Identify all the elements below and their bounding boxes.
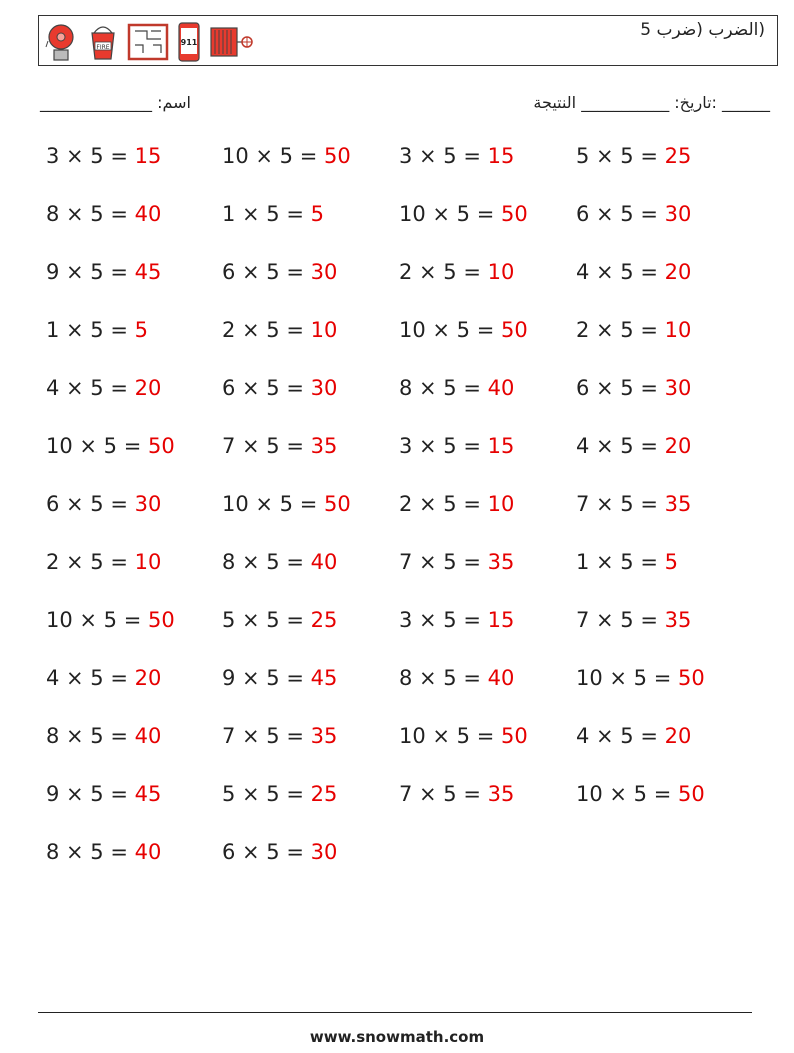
problem-answer: 40 [487, 376, 515, 400]
problem-expression: 5 × 5 = [576, 144, 665, 168]
problem-expression: 4 × 5 = [46, 376, 135, 400]
problem-expression: 8 × 5 = [46, 724, 135, 748]
problem-item [576, 434, 691, 458]
problem-answer: 35 [310, 434, 338, 458]
problem-expression: 8 × 5 = [222, 550, 311, 574]
problem-answer: 10 [134, 550, 162, 574]
problem-item [222, 434, 337, 458]
problem-item [576, 724, 691, 748]
problem-row [46, 318, 766, 376]
problem-item [576, 550, 678, 574]
problem-item [46, 666, 161, 690]
problem-item [576, 492, 691, 516]
problem-expression: 10 × 5 = [576, 782, 678, 806]
problem-answer: 50 [323, 492, 351, 516]
footer-url: www.snowmath.com [309, 1028, 485, 1046]
problem-answer: 15 [487, 144, 515, 168]
problem-answer: 30 [310, 376, 338, 400]
problem-item [222, 260, 337, 284]
problem-row [46, 144, 766, 202]
problem-answer: 35 [487, 782, 515, 806]
problem-expression: 8 × 5 = [399, 376, 488, 400]
problem-answer: 10 [664, 318, 692, 342]
problem-expression: 7 × 5 = [222, 724, 311, 748]
problem-expression: 6 × 5 = [576, 376, 665, 400]
problem-item [46, 318, 148, 342]
problem-answer: 15 [487, 608, 515, 632]
worksheet-header [38, 15, 778, 66]
problem-answer: 35 [664, 608, 692, 632]
problem-expression: 10 × 5 = [46, 608, 148, 632]
problem-answer: 40 [487, 666, 515, 690]
problem-expression: 7 × 5 = [399, 550, 488, 574]
problem-item [399, 376, 514, 400]
problem-expression: 6 × 5 = [576, 202, 665, 226]
problem-answer: 20 [134, 376, 162, 400]
problem-item [222, 318, 337, 342]
problem-expression: 6 × 5 = [222, 260, 311, 284]
svg-text:FIRE: FIRE [96, 44, 110, 51]
problem-answer: 45 [310, 666, 338, 690]
problem-answer: 50 [500, 724, 528, 748]
name-field-label: اسم: ______________ [40, 93, 191, 112]
problem-expression: 3 × 5 = [399, 608, 488, 632]
problem-answer: 5 [310, 202, 324, 226]
problem-expression: 6 × 5 = [222, 840, 311, 864]
problem-item [399, 144, 514, 168]
problem-expression: 6 × 5 = [46, 492, 135, 516]
problem-expression: 7 × 5 = [399, 782, 488, 806]
problem-row [46, 260, 766, 318]
problem-answer: 30 [310, 840, 338, 864]
problem-answer: 40 [134, 724, 162, 748]
problem-expression: 2 × 5 = [222, 318, 311, 342]
problem-expression: 9 × 5 = [46, 260, 135, 284]
problem-answer: 20 [664, 724, 692, 748]
problem-item [399, 666, 514, 690]
problem-grid [46, 144, 766, 898]
problem-answer: 50 [147, 608, 175, 632]
problem-item [399, 608, 514, 632]
problem-expression: 2 × 5 = [46, 550, 135, 574]
problem-item [46, 782, 161, 806]
problem-item [399, 550, 514, 574]
problem-item [399, 260, 514, 284]
problem-item [576, 666, 705, 690]
problem-expression: 1 × 5 = [222, 202, 311, 226]
problem-expression: 2 × 5 = [399, 492, 488, 516]
problem-item [46, 260, 161, 284]
problem-item [222, 202, 324, 226]
problem-row [46, 376, 766, 434]
problem-item [222, 376, 337, 400]
problem-answer: 5 [134, 318, 148, 342]
worksheet-title: (الضرب (ضرب 5 [640, 20, 765, 40]
problem-expression: 10 × 5 = [399, 318, 501, 342]
problem-expression: 5 × 5 = [222, 608, 311, 632]
problem-item [576, 782, 705, 806]
header-icons [43, 20, 255, 64]
fire-hose-reel-icon [209, 20, 255, 64]
problem-answer: 50 [677, 782, 705, 806]
problem-expression: 10 × 5 = [222, 492, 324, 516]
problem-answer: 25 [664, 144, 692, 168]
problem-expression: 10 × 5 = [576, 666, 678, 690]
problem-item [46, 724, 161, 748]
problem-expression: 8 × 5 = [46, 840, 135, 864]
problem-expression: 10 × 5 = [222, 144, 324, 168]
svg-text:911: 911 [180, 38, 198, 47]
problem-row [46, 550, 766, 608]
problem-answer: 50 [147, 434, 175, 458]
problem-row [46, 724, 766, 782]
problem-expression: 6 × 5 = [222, 376, 311, 400]
problem-item [46, 202, 161, 226]
problem-item [222, 550, 337, 574]
problem-expression: 7 × 5 = [222, 434, 311, 458]
problem-expression: 7 × 5 = [576, 492, 665, 516]
problem-expression: 4 × 5 = [46, 666, 135, 690]
problem-expression: 3 × 5 = [46, 144, 135, 168]
phone-911-icon [175, 20, 203, 64]
problem-answer: 30 [310, 260, 338, 284]
problem-answer: 10 [310, 318, 338, 342]
problem-answer: 50 [500, 318, 528, 342]
problem-item [222, 782, 337, 806]
problem-expression: 5 × 5 = [222, 782, 311, 806]
problem-item [399, 782, 514, 806]
problem-item [222, 608, 337, 632]
problem-answer: 5 [664, 550, 678, 574]
problem-answer: 15 [134, 144, 162, 168]
problem-row [46, 608, 766, 666]
problem-item [222, 492, 351, 516]
problem-expression: 1 × 5 = [46, 318, 135, 342]
problem-item [46, 434, 175, 458]
problem-answer: 10 [487, 260, 515, 284]
problem-expression: 4 × 5 = [576, 434, 665, 458]
problem-expression: 9 × 5 = [46, 782, 135, 806]
problem-answer: 35 [487, 550, 515, 574]
problem-item [399, 724, 528, 748]
problem-answer: 50 [323, 144, 351, 168]
problem-answer: 25 [310, 782, 338, 806]
problem-answer: 45 [134, 782, 162, 806]
problem-expression: 7 × 5 = [576, 608, 665, 632]
problem-expression: 10 × 5 = [399, 202, 501, 226]
problem-answer: 50 [500, 202, 528, 226]
problem-expression: 3 × 5 = [399, 434, 488, 458]
problem-item [46, 376, 161, 400]
fire-bucket-icon [85, 20, 121, 64]
problem-expression: 10 × 5 = [46, 434, 148, 458]
problem-answer: 15 [487, 434, 515, 458]
fire-alarm-bell-icon [43, 20, 79, 64]
problem-row [46, 782, 766, 840]
problem-item [576, 260, 691, 284]
problem-item [576, 376, 691, 400]
problem-expression: 1 × 5 = [576, 550, 665, 574]
footer-divider [38, 1012, 752, 1013]
problem-item [399, 434, 514, 458]
date-score-label: ______ :تاريخ: ___________ النتيجة [533, 93, 770, 112]
evacuation-map-icon [127, 20, 169, 64]
problem-item [46, 608, 175, 632]
problem-answer: 45 [134, 260, 162, 284]
problem-answer: 50 [677, 666, 705, 690]
problem-expression: 2 × 5 = [399, 260, 488, 284]
problem-expression: 10 × 5 = [399, 724, 501, 748]
problem-answer: 20 [664, 260, 692, 284]
problem-answer: 35 [310, 724, 338, 748]
problem-answer: 20 [134, 666, 162, 690]
problem-row [46, 202, 766, 260]
problem-answer: 10 [487, 492, 515, 516]
problem-answer: 30 [664, 376, 692, 400]
problem-item [576, 144, 691, 168]
problem-answer: 40 [310, 550, 338, 574]
problem-row [46, 492, 766, 550]
problem-expression: 9 × 5 = [222, 666, 311, 690]
problem-answer: 35 [664, 492, 692, 516]
problem-expression: 3 × 5 = [399, 144, 488, 168]
problem-answer: 25 [310, 608, 338, 632]
problem-item [46, 144, 161, 168]
problem-row [46, 840, 766, 898]
problem-expression: 2 × 5 = [576, 318, 665, 342]
problem-answer: 30 [664, 202, 692, 226]
problem-row [46, 666, 766, 724]
problem-item [399, 318, 528, 342]
problem-item [399, 492, 514, 516]
problem-expression: 8 × 5 = [46, 202, 135, 226]
problem-row [46, 434, 766, 492]
problem-item [222, 666, 337, 690]
problem-item [576, 608, 691, 632]
problem-answer: 30 [134, 492, 162, 516]
problem-item [46, 550, 161, 574]
problem-item [222, 840, 337, 864]
problem-expression: 8 × 5 = [399, 666, 488, 690]
problem-item [222, 144, 351, 168]
problem-answer: 40 [134, 202, 162, 226]
problem-item [46, 840, 161, 864]
problem-answer: 40 [134, 840, 162, 864]
problem-item [46, 492, 161, 516]
problem-item [576, 318, 691, 342]
problem-answer: 20 [664, 434, 692, 458]
problem-item [399, 202, 528, 226]
problem-item [222, 724, 337, 748]
problem-expression: 4 × 5 = [576, 260, 665, 284]
problem-item [576, 202, 691, 226]
problem-expression: 4 × 5 = [576, 724, 665, 748]
